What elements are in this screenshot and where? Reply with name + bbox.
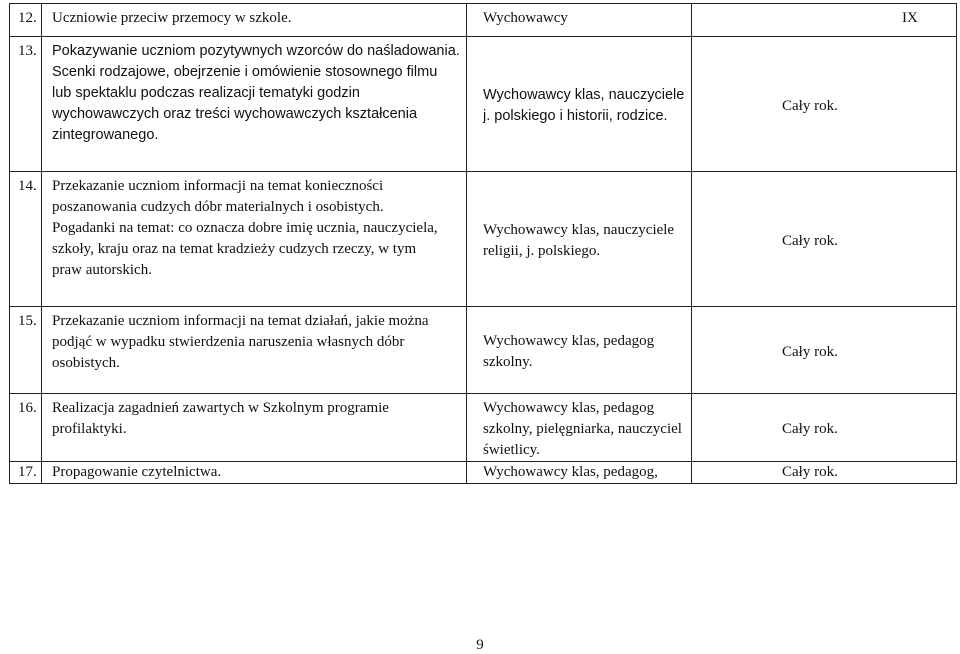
responsible-line: Wychowawcy klas, nauczyciele [483,222,675,238]
responsible-persons [467,307,692,394]
task-line: Scenki rodzajowe, obejrzenie i omówienie stosownego filmu [52,64,438,80]
responsible-persons [467,4,692,37]
responsible-persons [467,462,692,484]
task-line: poszanowania cudzych dóbr materialnych i osobistych. [52,199,384,215]
table-row [10,462,957,484]
deadline: Cały rok. [692,394,957,462]
task-line: zintegrowanego. [52,127,159,143]
row-number: 12. [10,4,42,37]
task-line: Przekazanie uczniom informacji na temat działań, jakie można [52,313,429,329]
responsible-persons [467,37,692,172]
responsible-persons [467,394,692,462]
row-number: 13. [10,37,42,172]
row-number: 17. [10,462,42,484]
task-line: podjąć w wypadku stwierdzenia naruszenia własnych dóbr [52,334,405,350]
task-description [42,307,467,394]
task-line: Propagowanie czytelnictwa. [52,464,222,480]
task-line: osobistych. [52,355,120,371]
responsible-line: świetlicy. [483,442,540,458]
table-row [10,37,957,172]
table-row [10,394,957,462]
task-line: wychowawczych oraz treści wychowawczych kształcenia [52,106,418,122]
task-line: szkoły, kraju oraz na temat kradzieży cudzych rzeczy, w tym [52,241,417,257]
responsible-line: Wychowawcy klas, pedagog [483,400,655,416]
task-line: Pogadanki na temat: co oznacza dobre imię ucznia, nauczyciela, [52,220,438,236]
task-line: profilaktyki. [52,421,127,437]
deadline: Cały rok. [692,307,957,394]
task-line: Pokazywanie uczniom pozytywnych wzorców do naśladowania. [52,43,460,59]
task-description [42,462,467,484]
row-number: 15. [10,307,42,394]
responsible-line: szkolny, pielęgniarka, nauczyciel [483,421,682,437]
task-line: Realizacja zagadnień zawartych w Szkolnym programie [52,400,389,416]
task-description [42,4,467,37]
page-number: 9 [476,637,484,653]
responsible-line: religii, j. polskiego. [483,243,601,259]
deadline: Cały rok. [692,37,957,172]
task-line: Przekazanie uczniom informacji na temat konieczności [52,178,384,194]
responsible-line: Wychowawcy klas, nauczyciele [483,87,685,103]
table-row [10,172,957,307]
deadline: IX [692,4,957,37]
table-row [10,307,957,394]
responsible-line: Wychowawcy [483,10,568,26]
table-row [10,4,957,37]
row-number: 16. [10,394,42,462]
responsible-line: j. polskiego i historii, rodzice. [483,108,668,124]
responsible-line: Wychowawcy klas, pedagog [483,333,655,349]
task-description [42,394,467,462]
responsible-line: szkolny. [483,354,533,370]
deadline: Cały rok. [692,172,957,307]
row-number: 14. [10,172,42,307]
deadline: Cały rok. [692,462,957,484]
activity-plan-table [9,3,957,484]
task-description [42,172,467,307]
task-line: lub spektaklu podczas realizacji tematyki godzin [52,85,360,101]
task-line: praw autorskich. [52,262,152,278]
task-description [42,37,467,172]
responsible-line: Wychowawcy klas, pedagog, [483,464,658,480]
responsible-persons [467,172,692,307]
task-line: Uczniowie przeciw przemocy w szkole. [52,10,292,26]
